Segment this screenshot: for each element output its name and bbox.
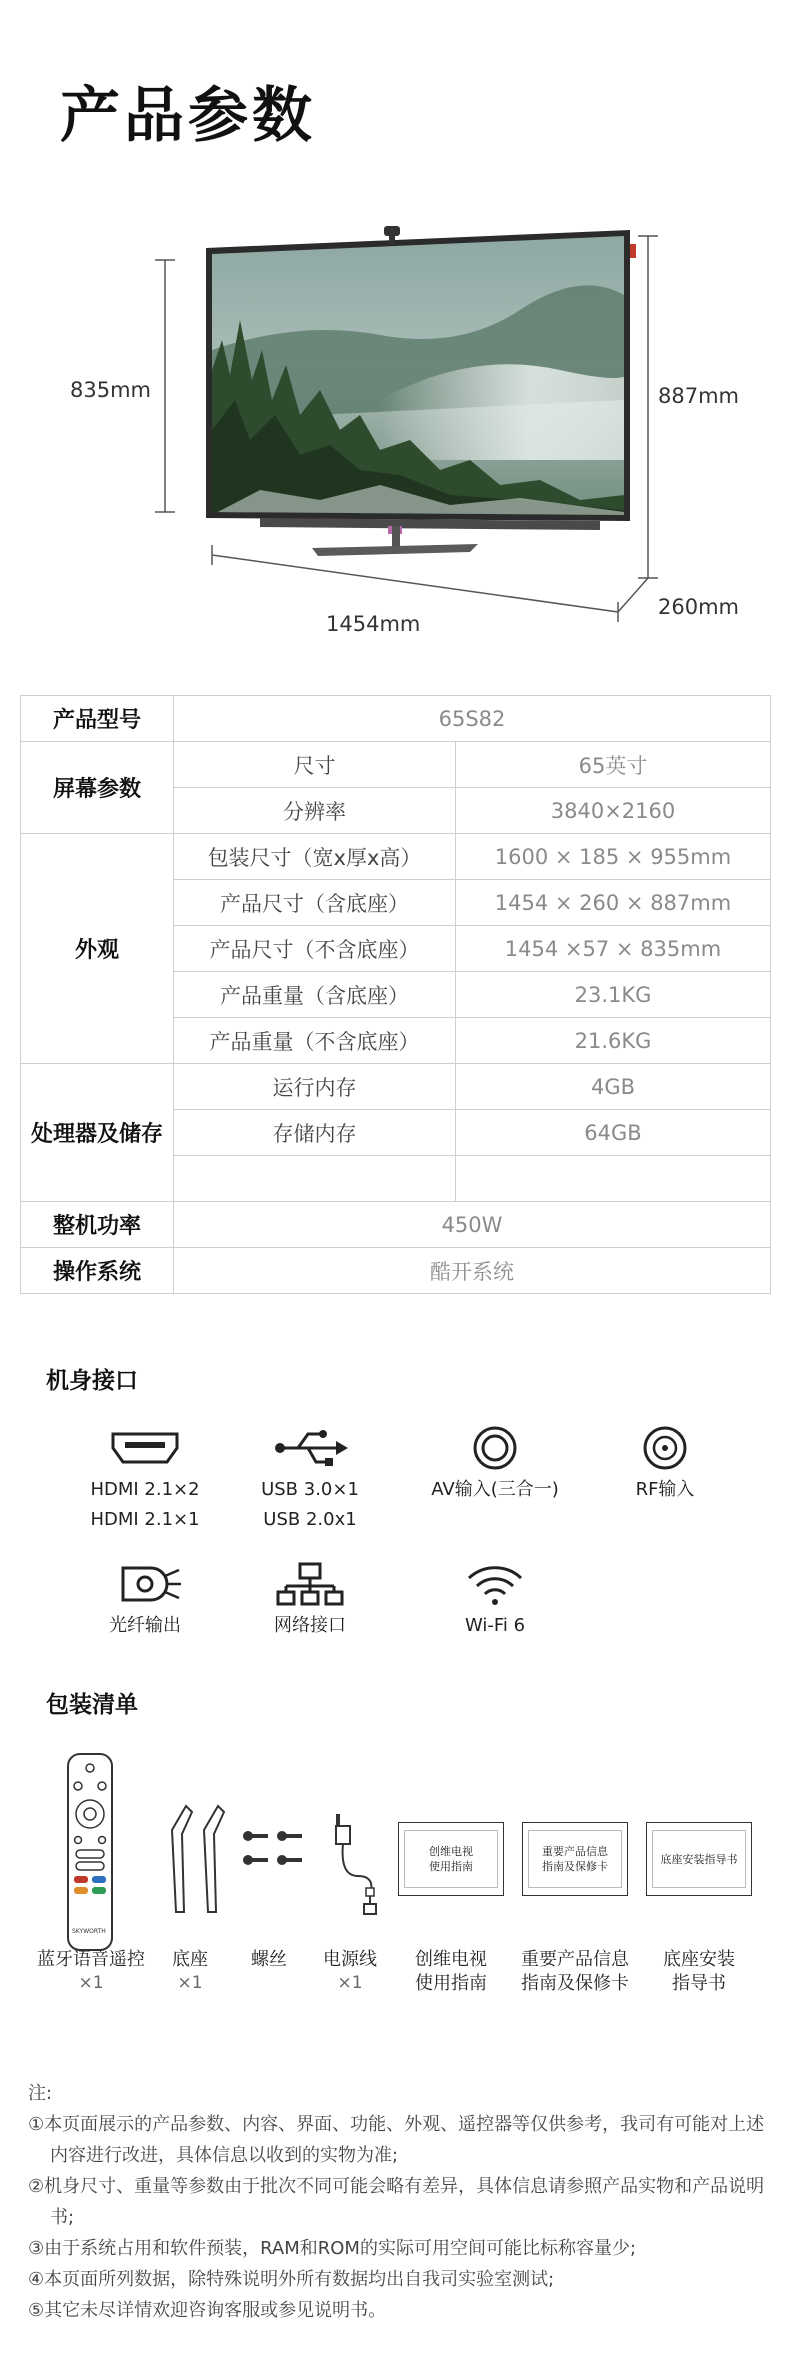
note-item: ②机身尺寸、重量等参数由于批次不同可能会略有差异，具体信息请参照产品实物和产品说明书; [28, 2176, 765, 2228]
card-text: 使用指南 [428, 1860, 473, 1873]
spec-value: 3840×2160 [456, 788, 771, 834]
package-label-2: 使用指南 [415, 1973, 487, 1994]
package-item [396, 1948, 506, 1996]
package-label: 创维电视 [415, 1949, 487, 1970]
package-qty: ×1 [78, 1973, 104, 1993]
av-icon [455, 1424, 535, 1472]
optical-icon [105, 1560, 185, 1608]
package-item [150, 1948, 230, 1994]
spec-value-empty [456, 1156, 771, 1202]
wifi-icon [455, 1560, 535, 1608]
port-label-2: USB 2.0x1 [263, 1509, 357, 1530]
card-text: 指南及保修卡 [541, 1860, 608, 1873]
package-label: 电源线 [323, 1949, 377, 1970]
note-item: ④本页面所列数据，除特殊说明外所有数据均出自我司实验室测试; [28, 2269, 555, 2290]
package-label: 螺丝 [251, 1949, 287, 1970]
card-text: 重要产品信息 [541, 1845, 608, 1858]
table-row [21, 1064, 771, 1110]
screw-icon [240, 1828, 310, 1888]
port-av [400, 1424, 590, 1502]
package-label: 底座 [172, 1949, 208, 1970]
warranty-card [522, 1822, 628, 1896]
stand-guide-card [646, 1822, 752, 1896]
screws-image [240, 1828, 310, 1892]
usb-icon [270, 1424, 350, 1472]
tv-hero [0, 200, 790, 660]
package-item [512, 1948, 638, 1996]
power-cord-image [318, 1806, 388, 1920]
port-hdmi [50, 1424, 240, 1532]
spec-key: 产品尺寸（不含底座） [174, 926, 456, 972]
spec-key: 包装尺寸（宽x厚x高） [174, 834, 456, 880]
port-label: 网络接口 [274, 1615, 346, 1636]
hdmi-icon [105, 1424, 185, 1472]
spec-key: 运行内存 [174, 1064, 456, 1110]
spec-key: 分辨率 [174, 788, 456, 834]
port-label-2: HDMI 2.1×1 [90, 1509, 200, 1530]
note-item: ③由于系统占用和软件预装，RAM和ROM的实际可用空间可能比标称容量少; [28, 2238, 637, 2259]
port-label: RF输入 [635, 1479, 695, 1500]
package-label: 蓝牙语音遥控 [37, 1949, 145, 1970]
package-title: 包装清单 [46, 1692, 138, 1718]
spec-value: 1454 ×57 × 835mm [456, 926, 771, 972]
ethernet-icon [270, 1560, 350, 1608]
table-row [21, 1202, 771, 1248]
spec-key: 产品重量（含底座） [174, 972, 456, 1018]
dim-height-no-stand: 835mm [70, 378, 151, 402]
power-value: 450W [174, 1202, 771, 1248]
dim-depth: 260mm [658, 595, 739, 619]
port-optical [50, 1560, 240, 1638]
spec-value: 64GB [456, 1110, 771, 1156]
table-row [21, 696, 771, 742]
package-label: 底座安装 [663, 1949, 735, 1970]
remote-brand: SKYWORTH [72, 1928, 106, 1935]
model-value: 65S82 [174, 696, 771, 742]
port-label: 光纤输出 [109, 1615, 181, 1636]
port-label: Wi-Fi 6 [464, 1615, 526, 1636]
spec-key: 产品重量（不含底座） [174, 1018, 456, 1064]
package-qty: ×1 [177, 1973, 203, 1993]
table-row [21, 834, 771, 880]
tv-illustration [0, 200, 790, 660]
ports-title: 机身接口 [46, 1368, 138, 1394]
package-label-2: 指南及保修卡 [521, 1973, 629, 1994]
package-qty: ×1 [337, 1973, 363, 1993]
stand-icon [160, 1800, 230, 1920]
dim-height-with-stand: 887mm [658, 384, 739, 408]
spec-value: 65英寸 [456, 742, 771, 788]
os-label: 操作系统 [21, 1248, 174, 1294]
model-label: 产品型号 [21, 696, 174, 742]
spec-key: 存储内存 [174, 1110, 456, 1156]
notes [28, 2078, 768, 2326]
table-row [21, 742, 771, 788]
spec-table [20, 695, 771, 1294]
spec-value: 23.1KG [456, 972, 771, 1018]
package-item [644, 1948, 754, 1996]
user-guide-card [398, 1822, 504, 1896]
page-title: 产品参数 [60, 81, 316, 151]
note-item: ①本页面展示的产品参数、内容、界面、功能、外观、遥控器等仅供参考，我司有可能对上述内容进行改进，具体信息以收到的实物为准; [28, 2114, 765, 2166]
spec-value: 4GB [456, 1064, 771, 1110]
spec-key: 尺寸 [174, 742, 456, 788]
stand-image [160, 1800, 230, 1924]
port-label: AV输入(三合一) [431, 1479, 559, 1500]
package-item [28, 1948, 154, 1994]
note-item: ⑤其它未尽详情欢迎咨询客服或参见说明书。 [28, 2300, 387, 2321]
spec-value: 21.6KG [456, 1018, 771, 1064]
screen-label: 屏幕参数 [21, 742, 174, 834]
package-label: 重要产品信息 [521, 1949, 629, 1970]
package-label-2: 指导书 [672, 1973, 726, 1994]
os-value: 酷开系统 [174, 1248, 771, 1294]
port-label: HDMI 2.1×2 [90, 1479, 200, 1500]
port-usb [215, 1424, 405, 1532]
card-text: 创维电视 [428, 1845, 473, 1858]
spec-key-empty [174, 1156, 456, 1202]
rf-icon [625, 1424, 705, 1472]
port-label: USB 3.0×1 [261, 1479, 359, 1500]
dim-width: 1454mm [326, 612, 421, 636]
spec-value: 1600 × 185 × 955mm [456, 834, 771, 880]
card-text: 底座安装指导书 [660, 1852, 738, 1866]
port-wifi [400, 1560, 590, 1638]
package-item [234, 1948, 304, 1972]
table-row [21, 1248, 771, 1294]
remote-image [66, 1752, 114, 1956]
notes-heading: 注: [28, 2083, 53, 2104]
power-cord-icon [318, 1806, 388, 1916]
port-rf [570, 1424, 760, 1502]
package-item [310, 1948, 390, 1994]
power-label: 整机功率 [21, 1202, 174, 1248]
remote-icon [66, 1752, 114, 1952]
appearance-label: 外观 [21, 834, 174, 1064]
port-ethernet [215, 1560, 405, 1638]
spec-key: 产品尺寸（含底座） [174, 880, 456, 926]
spec-value: 1454 × 260 × 887mm [456, 880, 771, 926]
cpu-label: 处理器及储存 [21, 1064, 174, 1202]
